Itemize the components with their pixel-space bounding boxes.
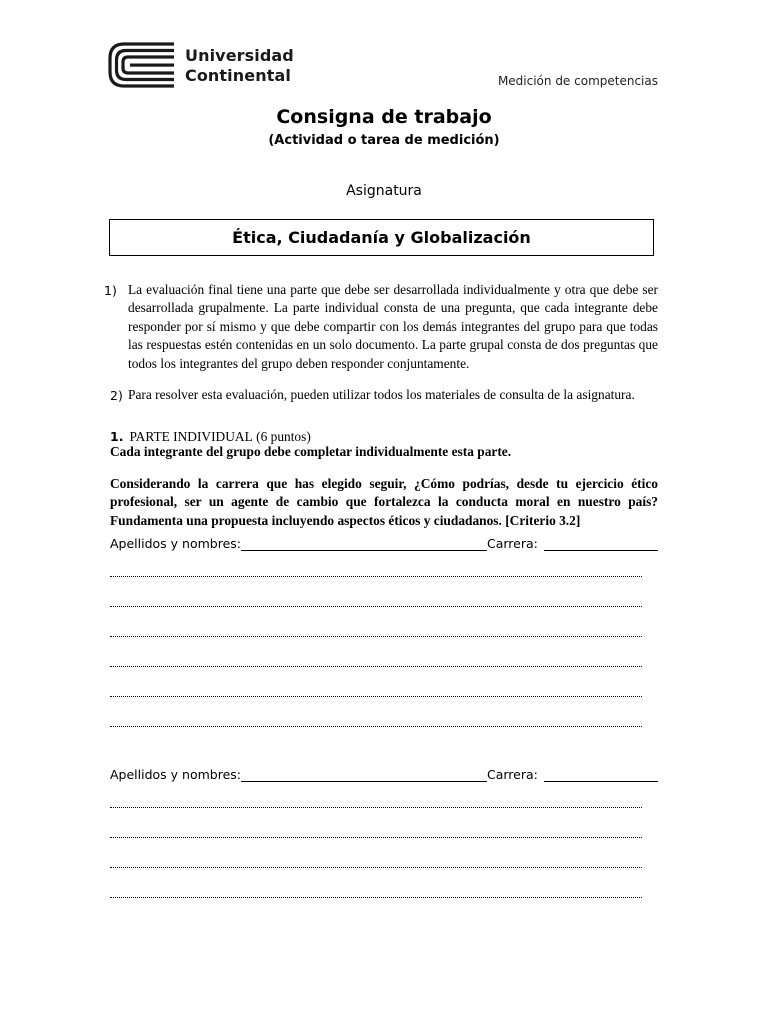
career-label: Carrera: bbox=[487, 767, 538, 782]
answer-header-row bbox=[110, 536, 658, 551]
brand-name-line1: Universidad bbox=[185, 46, 294, 65]
document-category: Medición de competencias bbox=[497, 74, 658, 88]
answer-line[interactable] bbox=[110, 606, 642, 609]
subject-label: Asignatura bbox=[346, 183, 422, 199]
course-name-box bbox=[109, 219, 654, 256]
page-title: Consigna de trabajo bbox=[276, 106, 492, 128]
answer-line[interactable] bbox=[110, 636, 642, 639]
page-subtitle: (Actividad o tarea de medición) bbox=[268, 133, 500, 148]
instruction-1-text: La evaluación final tiene una parte que debe ser desarrollada individualmente y otra que debe ser desarrollada grupalmente. La parte individual consta de una pregunta, que cada integrante debe responder por sí mismo y que debe compartir con los demás integrantes del grupo para que todas las respuestas estén contenidas en un solo documento. La parte grupal consta de dos preguntas que todos los integrantes del grupo deben responder conjuntamente. bbox=[128, 282, 658, 371]
career-field[interactable] bbox=[544, 769, 658, 782]
question-text: Considerando la carrera que has elegido seguir, ¿Cómo podrías, desde tu ejercicio ético profesional, ser un agente de cambio que fortalezca la conducta moral en nuestro país? Fundamenta una propuesta incluyendo aspectos éticos y ciudadanos. [Criterio 3.2] bbox=[110, 476, 658, 528]
answer-line[interactable] bbox=[110, 867, 642, 870]
instruction-2-text: Para resolver esta evaluación, pueden utilizar todos los materiales de consulta de la asignatura. bbox=[128, 387, 635, 402]
answer-line[interactable] bbox=[110, 576, 642, 579]
answer-header-row bbox=[110, 767, 658, 782]
name-field[interactable] bbox=[241, 538, 487, 551]
name-label: Apellidos y nombres: bbox=[110, 767, 241, 782]
answer-line[interactable] bbox=[110, 837, 642, 840]
instruction-2-number: 2) bbox=[110, 388, 123, 403]
answer-line[interactable] bbox=[110, 666, 642, 669]
answer-line[interactable] bbox=[110, 696, 642, 699]
brand-name-line2: Continental bbox=[185, 66, 291, 85]
answer-line[interactable] bbox=[110, 726, 642, 729]
part-instruction: Cada integrante del grupo debe completar individualmente esta parte. bbox=[110, 444, 512, 459]
answer-line[interactable] bbox=[110, 897, 642, 900]
career-field[interactable] bbox=[544, 538, 658, 551]
name-field[interactable] bbox=[241, 769, 487, 782]
part-number: 1. bbox=[110, 429, 124, 444]
instruction-1-number: 1) bbox=[104, 283, 117, 298]
part-title: PARTE INDIVIDUAL bbox=[129, 429, 253, 444]
university-logo-icon bbox=[108, 42, 176, 88]
answer-line[interactable] bbox=[110, 807, 642, 810]
part-points: (6 puntos) bbox=[256, 429, 311, 444]
name-label: Apellidos y nombres: bbox=[110, 536, 241, 551]
career-label: Carrera: bbox=[487, 536, 538, 551]
course-name: Ética, Ciudadanía y Globalización bbox=[232, 228, 531, 247]
